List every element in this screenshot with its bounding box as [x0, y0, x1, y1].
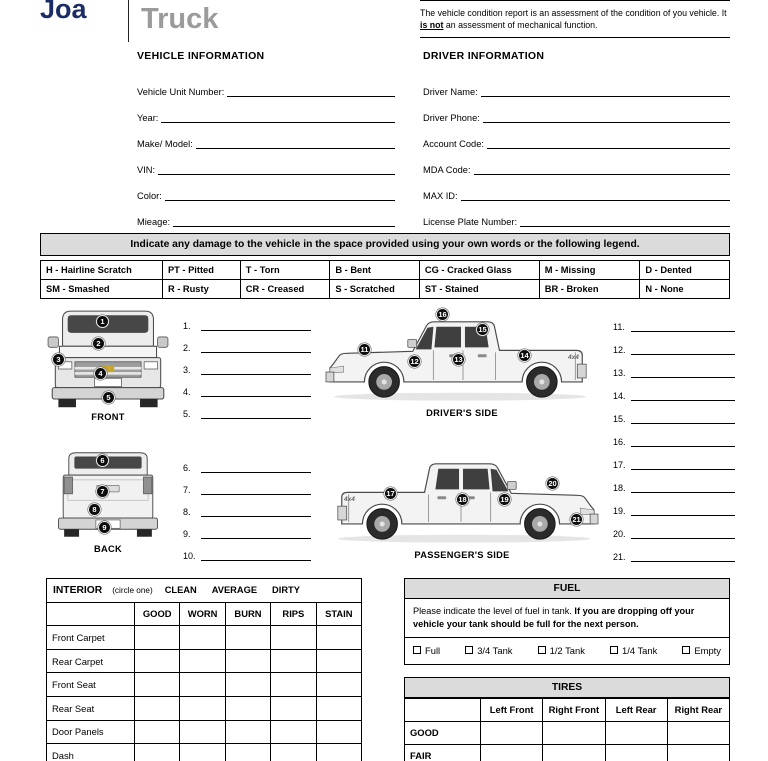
legend-cell: B - Bent [330, 261, 420, 280]
damage-point-marker: 19 [498, 493, 511, 506]
damage-point-marker: 18 [456, 493, 469, 506]
field-label: Make/ Model: [137, 139, 193, 149]
driver-info-title: DRIVER INFORMATION [423, 50, 545, 62]
form-field [423, 71, 730, 97]
damage-point-marker: 5 [102, 391, 115, 404]
interior-corner-cell [47, 602, 135, 626]
interior-column-header: WORN [180, 602, 225, 626]
damage-lines-6-10 [183, 449, 311, 562]
interior-cell[interactable] [271, 626, 316, 650]
fuel-option[interactable] [465, 645, 512, 656]
driver-information-section [423, 50, 730, 227]
damage-point-marker: 21 [570, 513, 583, 526]
line-blank[interactable] [631, 436, 735, 447]
tires-cell[interactable] [543, 744, 605, 761]
tires-column-header: Left Rear [605, 698, 667, 721]
damage-point-marker: 20 [546, 477, 559, 490]
checkbox-icon[interactable] [538, 646, 546, 654]
fuel-option[interactable] [538, 645, 585, 656]
line-blank[interactable] [631, 413, 735, 424]
interior-cell[interactable] [180, 696, 225, 720]
damage-point-marker: 16 [436, 308, 449, 321]
passengers-side-diagram [324, 449, 600, 562]
damage-line [613, 378, 735, 401]
tires-cell[interactable] [667, 744, 729, 761]
field-label: License Plate Number: [423, 217, 518, 227]
damage-line [183, 375, 311, 397]
tires-cell[interactable] [605, 744, 667, 761]
damage-line [183, 451, 311, 473]
interior-row-label: Front Seat [47, 673, 135, 697]
fuel-option-label: 3/4 Tank [477, 644, 513, 656]
damage-line [183, 353, 311, 375]
interior-rows [47, 626, 362, 761]
line-number: 15. [613, 414, 626, 424]
damage-point-marker: 15 [476, 323, 489, 336]
interior-column-header: RIPS [271, 602, 316, 626]
damage-line [613, 355, 735, 378]
interior-cell[interactable] [271, 649, 316, 673]
legend-cell: BR - Broken [539, 280, 640, 299]
circle-one-label: (circle one) [112, 585, 153, 595]
line-blank[interactable] [631, 344, 735, 355]
tires-corner-cell [405, 698, 481, 721]
damage-line [613, 309, 735, 332]
interior-columns-row [47, 602, 362, 626]
field-input-line[interactable] [483, 112, 730, 123]
interior-row-label: Front Carpet [47, 626, 135, 650]
field-input-line[interactable] [474, 164, 730, 175]
damage-point-marker: 3 [52, 353, 65, 366]
driver-info-fields [423, 71, 730, 227]
company-logo: Joa [40, 0, 87, 24]
damage-legend-table [40, 260, 730, 299]
damage-point-marker: 2 [92, 337, 105, 350]
interior-cell[interactable] [225, 720, 270, 744]
bottom-section [40, 578, 730, 761]
field-label: Account Code: [423, 139, 484, 149]
note-text-2: an assessment of mechanical function. [443, 20, 598, 31]
legend-cell: CG - Cracked Glass [419, 261, 539, 280]
interior-cell[interactable] [316, 744, 361, 761]
interior-row [47, 720, 362, 744]
interior-title: INTERIOR [53, 584, 103, 596]
interior-cell[interactable] [180, 744, 225, 761]
vehicle-diagrams [40, 307, 730, 562]
field-input-line[interactable] [158, 164, 395, 175]
legend-row-1 [41, 261, 730, 280]
fuel-instructions [405, 599, 729, 638]
form-field [137, 149, 395, 175]
legend-cell: R - Rusty [162, 280, 240, 299]
form-field [423, 201, 730, 227]
back-view-diagram [46, 449, 170, 562]
interior-row [47, 649, 362, 673]
interior-header-cell [47, 579, 362, 603]
legend-row-2 [41, 280, 730, 299]
tires-column-header: Right Rear [667, 698, 729, 721]
fuel-option-label: Empty [694, 644, 721, 656]
interior-row-label: Rear Carpet [47, 649, 135, 673]
form-field [423, 175, 730, 201]
line-number: 4. [183, 387, 191, 397]
damage-lines-11-21 [613, 307, 735, 562]
damage-point-marker: 4 [94, 367, 107, 380]
legend-cell: CR - Creased [240, 280, 330, 299]
tires-table [404, 698, 730, 761]
legend-cell: H - Hairline Scratch [41, 261, 163, 280]
field-label: Year: [137, 113, 159, 123]
interior-row [47, 696, 362, 720]
line-number: 14. [613, 391, 626, 401]
tires-rows [405, 721, 730, 761]
damage-line [613, 401, 735, 424]
interior-table [46, 578, 362, 761]
passengers-side-label: PASSENGER'S SIDE [414, 549, 510, 560]
damage-line [183, 309, 311, 331]
damage-line [183, 331, 311, 353]
field-label: MAX ID: [423, 191, 458, 201]
line-blank[interactable] [201, 484, 311, 495]
condition-option[interactable]: DIRTY [272, 585, 300, 596]
field-label: VIN: [137, 165, 156, 175]
field-input-line[interactable] [196, 138, 395, 149]
damage-line [183, 473, 311, 495]
fuel-instruction-text: Please indicate the level of fuel in tank. [413, 606, 575, 616]
line-blank[interactable] [631, 528, 735, 539]
interior-row [47, 744, 362, 761]
fuel-option-label: Full [425, 644, 441, 656]
interior-cell[interactable] [271, 696, 316, 720]
form-field [137, 201, 395, 227]
fuel-options [405, 638, 729, 664]
line-number: 20. [613, 529, 626, 539]
damage-point-marker: 1 [96, 315, 109, 328]
field-label: Driver Name: [423, 87, 478, 97]
damage-point-marker: 17 [384, 487, 397, 500]
damage-point-marker: 8 [88, 503, 101, 516]
checkbox-icon[interactable] [682, 646, 690, 654]
legend-cell: SM - Smashed [41, 280, 163, 299]
line-blank[interactable] [201, 386, 311, 397]
fuel-option[interactable] [413, 645, 440, 656]
line-blank[interactable] [631, 482, 735, 493]
field-label: Mieage: [137, 217, 171, 227]
damage-line [183, 517, 311, 539]
interior-header-row [47, 579, 362, 603]
line-number: 21. [613, 552, 626, 562]
field-label: Vehicle Unit Number: [137, 87, 225, 97]
fuel-instruction-bold: If you are dropping off your vehicle your tank should be full for the next person. [413, 606, 695, 629]
tires-column-header: Right Front [543, 698, 605, 721]
tires-cell[interactable] [667, 721, 729, 744]
tires-cell[interactable] [543, 721, 605, 744]
condition-note [420, 0, 730, 38]
tires-column-header: Left Front [481, 698, 543, 721]
line-number: 11. [613, 322, 625, 332]
tires-row-label: FAIR [405, 744, 481, 761]
information-section [40, 50, 730, 227]
field-label: Driver Phone: [423, 113, 480, 123]
damage-line [613, 539, 735, 562]
field-input-line[interactable] [173, 216, 395, 227]
damage-line [183, 397, 311, 419]
field-label: Color: [137, 191, 162, 201]
field-input-line[interactable] [520, 216, 730, 227]
damage-line [613, 516, 735, 539]
legend-cell: ST - Stained [419, 280, 539, 299]
tires-row [405, 721, 730, 744]
legend-cell: PT - Pitted [162, 261, 240, 280]
line-blank[interactable] [201, 506, 311, 517]
checkbox-icon[interactable] [413, 646, 421, 654]
interior-cell[interactable] [316, 626, 361, 650]
line-blank[interactable] [201, 342, 311, 353]
damage-point-marker: 11 [358, 343, 371, 356]
tires-row-label: GOOD [405, 721, 481, 744]
line-number: 3. [183, 365, 191, 375]
line-number: 13. [613, 368, 626, 378]
damage-line [613, 424, 735, 447]
line-number: 2. [183, 343, 191, 353]
line-blank[interactable] [631, 551, 735, 562]
interior-cell[interactable] [135, 673, 180, 697]
form-field [137, 175, 395, 201]
interior-column-header: BURN [225, 602, 270, 626]
damage-line [613, 470, 735, 493]
vehicle-information-section [137, 50, 395, 227]
interior-cell[interactable] [180, 673, 225, 697]
interior-cell[interactable] [180, 720, 225, 744]
interior-cell[interactable] [271, 673, 316, 697]
front-view-label: FRONT [91, 412, 125, 423]
form-field [137, 71, 395, 97]
line-number: 19. [613, 506, 626, 516]
condition-option[interactable]: AVERAGE [211, 585, 258, 596]
condition-option[interactable]: CLEAN [164, 585, 197, 596]
interior-cell[interactable] [225, 673, 270, 697]
damage-point-marker: 6 [96, 454, 109, 467]
four-by-four-badge: 4x4 [568, 354, 579, 361]
damage-line [183, 539, 311, 561]
line-blank[interactable] [631, 459, 735, 470]
back-view-label: BACK [93, 544, 123, 555]
form-field [137, 97, 395, 123]
form-field [423, 97, 730, 123]
fuel-header: FUEL [404, 578, 730, 599]
interior-cell[interactable] [225, 649, 270, 673]
interior-cell[interactable] [316, 673, 361, 697]
vehicle-info-title: VEHICLE INFORMATION [137, 50, 265, 62]
field-input-line[interactable] [161, 112, 395, 123]
interior-cell[interactable] [271, 720, 316, 744]
fuel-option-label: 1/4 Tank [622, 644, 658, 656]
interior-cell[interactable] [135, 626, 180, 650]
line-blank[interactable] [201, 364, 311, 375]
page-title: Truck [141, 3, 219, 35]
tires-columns-row [405, 698, 730, 721]
fuel-option[interactable] [682, 645, 721, 656]
interior-cell[interactable] [135, 720, 180, 744]
legend-cell: S - Scratched [330, 280, 420, 299]
interior-column-header: GOOD [135, 602, 180, 626]
field-input-line[interactable] [461, 190, 730, 201]
interior-cell[interactable] [135, 649, 180, 673]
interior-cell[interactable] [180, 649, 225, 673]
legend-cell: T - Torn [240, 261, 330, 280]
damage-point-marker: 13 [452, 353, 465, 366]
interior-cell[interactable] [225, 744, 270, 761]
damage-point-marker: 14 [518, 349, 531, 362]
field-input-line[interactable] [227, 86, 395, 97]
field-input-line[interactable] [165, 190, 395, 201]
front-view-diagram [46, 307, 170, 423]
page-header [40, 0, 730, 42]
interior-row [47, 626, 362, 650]
interior-cell[interactable] [316, 720, 361, 744]
line-number: 8. [183, 507, 191, 518]
damage-point-marker: 9 [98, 521, 111, 534]
four-by-four-badge: 4x4 [344, 496, 355, 504]
interior-cell[interactable] [135, 744, 180, 761]
damage-line [613, 493, 735, 516]
damage-line [613, 447, 735, 470]
interior-cell[interactable] [180, 626, 225, 650]
damage-instructions-banner: Indicate any damage to the vehicle in the space provided using your own words or the following legend. [40, 233, 730, 256]
checkbox-icon[interactable] [610, 646, 618, 654]
fuel-body [404, 599, 730, 665]
interior-row [47, 673, 362, 697]
damage-line [613, 332, 735, 355]
line-blank[interactable] [201, 408, 311, 419]
line-number: 6. [183, 463, 191, 474]
checkbox-icon[interactable] [465, 646, 473, 654]
line-blank[interactable] [201, 550, 311, 561]
line-number: 17. [613, 460, 626, 470]
legend-cell: N - None [640, 280, 730, 299]
tires-cell[interactable] [605, 721, 667, 744]
damage-lines-1-5 [183, 307, 311, 423]
fuel-option-label: 1/2 Tank [549, 644, 585, 656]
form-field [423, 149, 730, 175]
interior-row-label: Door Panels [47, 720, 135, 744]
line-blank[interactable] [201, 528, 311, 539]
line-blank[interactable] [631, 367, 735, 378]
damage-point-marker: 7 [96, 485, 109, 498]
interior-cell[interactable] [135, 696, 180, 720]
tires-cell[interactable] [481, 744, 543, 761]
drivers-side-label: DRIVER'S SIDE [426, 407, 498, 418]
line-number: 9. [183, 529, 191, 540]
line-number: 16. [613, 437, 626, 447]
line-blank[interactable] [201, 462, 311, 473]
line-blank[interactable] [631, 390, 735, 401]
line-number: 7. [183, 485, 191, 496]
fuel-and-tires-section [404, 578, 730, 761]
interior-condition-options [165, 585, 300, 595]
vehicle-info-fields [137, 71, 395, 227]
interior-cell[interactable] [271, 744, 316, 761]
tires-cell[interactable] [481, 721, 543, 744]
line-blank[interactable] [631, 505, 735, 516]
form-field [137, 123, 395, 149]
note-emphasis: is not [420, 20, 444, 31]
damage-point-marker: 12 [408, 355, 421, 368]
field-input-line[interactable] [481, 86, 730, 97]
interior-cell[interactable] [225, 696, 270, 720]
note-text-1: The vehicle condition report is an assessment of the condition of you vehicle. It [420, 8, 727, 18]
line-blank[interactable] [631, 321, 735, 332]
damage-line [183, 495, 311, 517]
form-field [423, 123, 730, 149]
line-blank[interactable] [201, 320, 311, 331]
fuel-option[interactable] [610, 645, 657, 656]
drivers-side-diagram [324, 307, 600, 423]
legend-cell: M - Missing [539, 261, 640, 280]
interior-row-label: Dash [47, 744, 135, 761]
interior-row-label: Rear Seat [47, 696, 135, 720]
tires-header: TIRES [404, 677, 730, 698]
interior-cell[interactable] [316, 649, 361, 673]
line-number: 18. [613, 483, 626, 493]
tires-row [405, 744, 730, 761]
field-label: MDA Code: [423, 165, 471, 175]
interior-cell[interactable] [225, 626, 270, 650]
legend-cell: D - Dented [640, 261, 730, 280]
line-number: 1. [183, 321, 191, 331]
line-number: 12. [613, 345, 626, 355]
line-number: 5. [183, 409, 191, 419]
interior-column-header: STAIN [316, 602, 361, 626]
field-input-line[interactable] [487, 138, 730, 149]
line-number: 10. [183, 551, 196, 562]
interior-cell[interactable] [316, 696, 361, 720]
